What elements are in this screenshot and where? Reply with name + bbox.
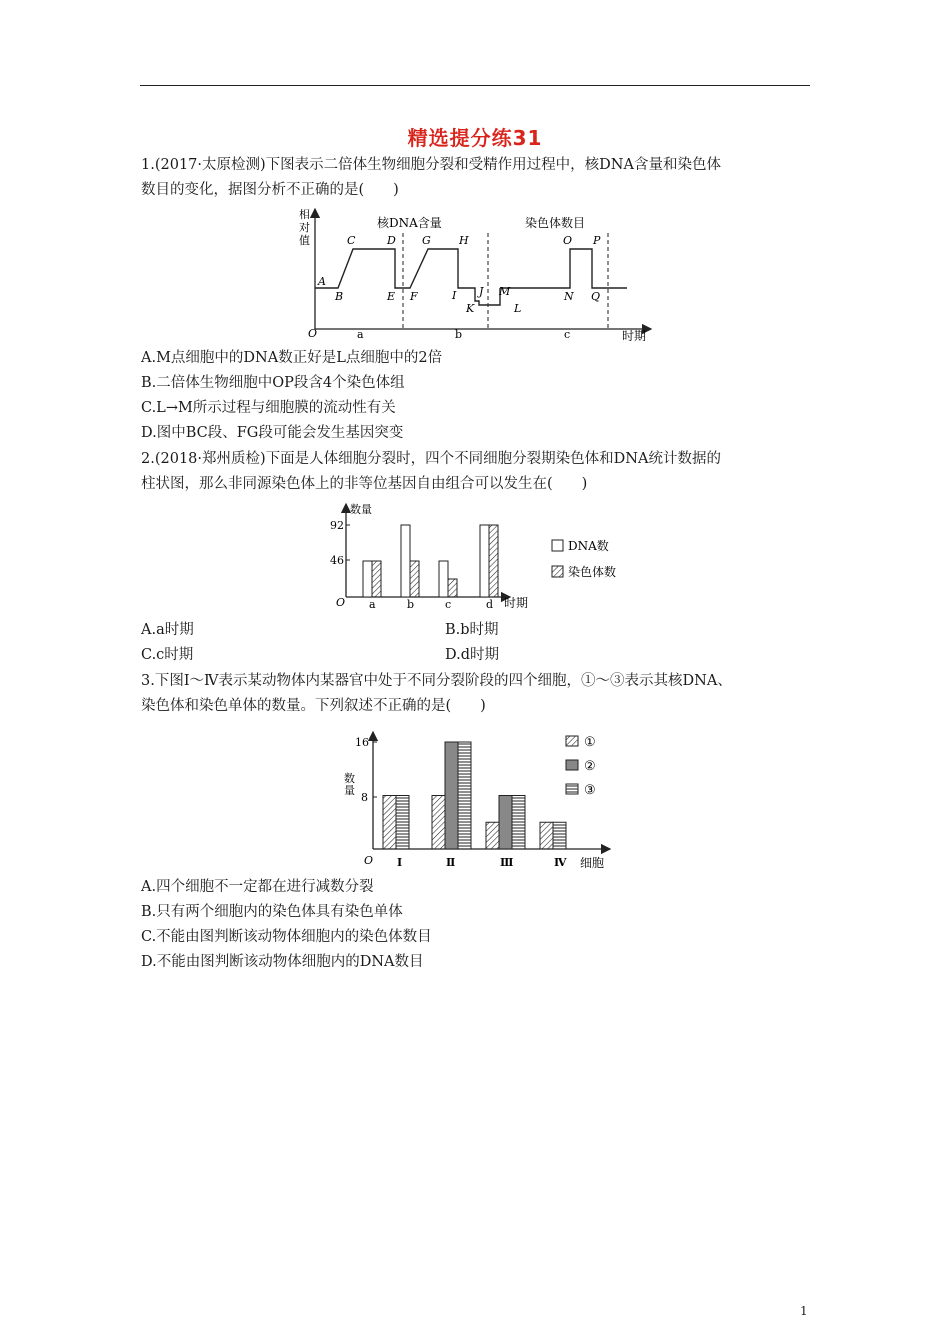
q2-category-b: b xyxy=(407,598,415,611)
q2-legend-chrom-swatch xyxy=(552,566,563,577)
q1-point-I: I xyxy=(452,289,457,302)
q2-bar-b-series1 xyxy=(401,525,410,597)
q1-point-O: O xyxy=(563,234,573,247)
q1-point-C: C xyxy=(347,234,356,247)
q1-stem-line1: 1.(2017·太原检测)下图表示二倍体生物细胞分裂和受精作用过程中，核DNA含量和染色体 xyxy=(141,157,721,173)
q3-ylabel-1: 数 xyxy=(344,772,355,785)
q1-ylabel-1: 相 xyxy=(299,208,310,221)
page-number: 1 xyxy=(800,1304,808,1318)
q1-figure xyxy=(295,205,660,347)
q2-ylabel: 数量 xyxy=(350,503,372,516)
q2-ytick-92: 92 xyxy=(330,519,344,532)
q3-ylabel-2: 量 xyxy=(344,784,355,797)
q1-xlabel: 时期 xyxy=(622,329,647,343)
q1-point-P: P xyxy=(593,234,601,247)
q2-stem-line2: 柱状图，那么非同源染色体上的非等位基因自由组合可以发生在( ) xyxy=(141,476,588,492)
page-title: 精选提分练31 xyxy=(407,126,543,150)
q3-figure xyxy=(340,728,630,873)
header-rule xyxy=(140,85,810,86)
q1-point-M: M xyxy=(499,285,511,298)
q1-point-K: K xyxy=(466,302,475,315)
q3-bar-cell3-series3 xyxy=(512,796,525,850)
q1-option-b: B.二倍体生物细胞中OP段含4个染色体组 xyxy=(141,375,405,391)
q1-point-J: J xyxy=(479,285,484,298)
q1-label-dna: 核DNA含量 xyxy=(377,216,442,230)
q3-bar-cell1-series1 xyxy=(383,796,396,850)
q1-origin: O xyxy=(308,327,318,340)
q3-category-1: Ⅰ xyxy=(397,856,403,869)
q3-bar-cell1-series3 xyxy=(396,796,409,850)
q1-point-E: E xyxy=(387,290,396,303)
q3-legend-2-swatch xyxy=(566,760,578,770)
q1-seg-c: c xyxy=(564,328,571,341)
q3-option-b: B.只有两个细胞内的染色体具有染色单体 xyxy=(141,904,403,920)
q2-legend-dna-swatch xyxy=(552,540,563,551)
q3-ytick-8: 8 xyxy=(361,791,368,804)
q2-legend-chrom: 染色体数 xyxy=(568,565,617,579)
q1-seg-b: b xyxy=(455,328,463,341)
q3-legend-1-swatch xyxy=(566,736,578,746)
q2-ytick-46: 46 xyxy=(330,554,344,567)
q2-stem-line1: 2.(2018·郑州质检)下面是人体细胞分裂时，四个不同细胞分裂期染色体和DNA统计数据的 xyxy=(141,451,721,467)
q1-option-a: A.M点细胞中的DNA数正好是L点细胞中的2倍 xyxy=(141,350,443,366)
q1-point-D: D xyxy=(387,234,396,247)
q3-category-4: Ⅳ xyxy=(554,856,567,869)
q1-point-F: F xyxy=(410,290,418,303)
q3-bar-cell3-series1 xyxy=(486,822,499,849)
q3-legend-3-swatch xyxy=(566,784,578,794)
q2-bar-c-series1 xyxy=(439,561,448,597)
q1-seg-a: a xyxy=(357,328,364,341)
q1-point-Q: Q xyxy=(591,290,601,303)
q2-bar-a-series2 xyxy=(372,561,381,597)
q3-stem-line1: 3.下图Ⅰ～Ⅳ表示某动物体内某器官中处于不同分裂阶段的四个细胞，①～③表示其核DNA、 xyxy=(141,673,732,689)
q3-legend-3: ③ xyxy=(584,783,596,798)
q2-option-a: A.a时期 xyxy=(141,622,194,638)
q1-label-chrom: 染色体数目 xyxy=(525,216,586,230)
q2-origin: O xyxy=(336,596,346,609)
q2-legend-dna: DNA数 xyxy=(568,539,609,553)
q2-option-d: D.d时期 xyxy=(445,647,499,663)
q3-category-3: Ⅲ xyxy=(500,856,514,869)
q3-legend-1: ① xyxy=(584,735,596,750)
q1-point-L: L xyxy=(514,302,522,315)
q2-figure xyxy=(330,500,635,615)
q1-point-N: N xyxy=(564,290,574,303)
q3-bar-cell4-series3 xyxy=(553,822,566,849)
q2-option-b: B.b时期 xyxy=(445,622,499,638)
q1-point-A: A xyxy=(318,275,326,288)
q2-bar-d-series2 xyxy=(489,525,498,597)
q2-xlabel: 时期 xyxy=(504,596,529,610)
q3-bar-cell2-series1 xyxy=(432,796,445,850)
q2-bar-c-series2 xyxy=(448,579,457,597)
q3-legend-2: ② xyxy=(584,759,596,774)
q3-option-c: C.不能由图判断该动物体细胞内的染色体数目 xyxy=(141,929,432,945)
q3-bar-cell2-series3 xyxy=(458,742,471,849)
q3-stem-line2: 染色体和染色单体的数量。下列叙述不正确的是( ) xyxy=(141,698,486,714)
q2-bar-a-series1 xyxy=(363,561,372,597)
q1-point-B: B xyxy=(335,290,344,303)
q2-bar-b-series2 xyxy=(410,561,419,597)
q1-option-c: C.L→M所示过程与细胞膜的流动性有关 xyxy=(141,400,396,416)
q3-bar-cell3-series2 xyxy=(499,796,512,850)
q3-bar-cell2-series2 xyxy=(445,742,458,849)
q3-category-2: Ⅱ xyxy=(446,856,456,869)
q3-origin: O xyxy=(364,854,374,867)
q2-category-c: c xyxy=(445,598,452,611)
q1-ylabel-2: 对 xyxy=(299,221,310,234)
q2-option-c: C.c时期 xyxy=(141,647,194,663)
q1-option-d: D.图中BC段、FG段可能会发生基因突变 xyxy=(141,425,404,441)
q2-category-d: d xyxy=(486,598,494,611)
q3-option-a: A.四个细胞不一定都在进行减数分裂 xyxy=(141,879,374,895)
q3-xlabel: 细胞 xyxy=(580,856,605,870)
q1-ylabel-3: 值 xyxy=(299,234,310,247)
q3-bar-cell4-series1 xyxy=(540,822,553,849)
q2-category-a: a xyxy=(369,598,376,611)
q1-point-H: H xyxy=(459,234,469,247)
q1-stem-line2: 数目的变化，据图分析不正确的是( ) xyxy=(141,182,399,198)
q3-ytick-16: 16 xyxy=(355,736,369,749)
q2-bar-d-series1 xyxy=(480,525,489,597)
q3-option-d: D.不能由图判断该动物体细胞内的DNA数目 xyxy=(141,954,424,970)
q1-point-G: G xyxy=(422,234,431,247)
